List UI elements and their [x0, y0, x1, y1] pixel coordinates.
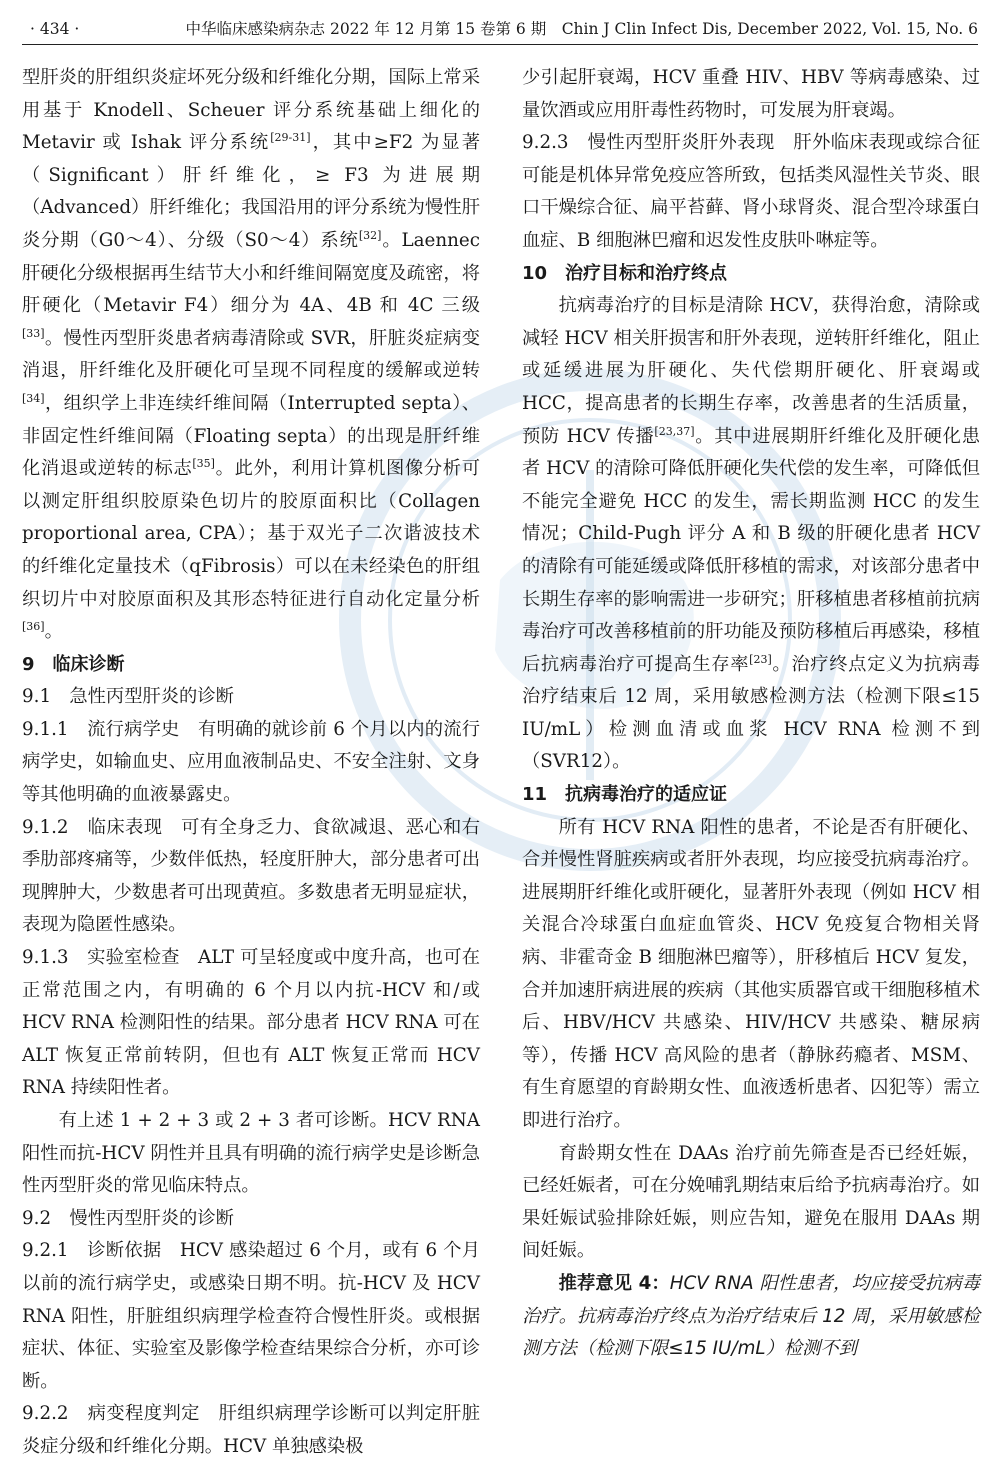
paragraph-continuation: 少引起肝衰竭，HCV 重叠 HIV、HBV 等病毒感染、过量饮酒或应用肝毒性药物时，可发展为肝衰竭。 [522, 67, 980, 121]
right-column [522, 62, 980, 1366]
subsection-heading-9-2: 9.2 慢性丙型肝炎的诊断 [22, 1207, 234, 1229]
paragraph-treatment-goals: 抗病毒治疗的目标是清除 HCV，获得治愈，清除或减轻 HCV 相关肝损害和肝外表现，逆转肝纤维化，阻止或延缓进展为肝硬化、失代偿期肝硬化、肝衰竭或 HCC，提高患者的长期生存率，改善患者的生活质量，预防 HCV 传播[23,37]。其中进展期肝纤维化及肝硬化患者 HCV 的清除可降低肝硬化失代偿的发生率，可降低但不能完全避免 HCC 的发生，需长期监测 HCC 的发生情况；Child-Pugh 评分 A 和 B 级的肝硬化患者 HCV 的清除有可能延缓或降低肝移植的需求，对该部分患者中长期生存率的影响需进一步研究；肝移植患者移植前抗病毒治疗可改善移植前的肝功能及预防移植后再感染，移植后抗病毒治疗可提高生存率[23]。治疗终点定义为抗病毒治疗结束后 12 周，采用敏感检测方法（检测下限≤15 IU/mL）检测血清或血浆 HCV RNA 检测不到（SVR12）。 [522, 295, 981, 773]
section-heading-11: 11 抗病毒治疗的适应证 [522, 784, 728, 806]
recommendation-4: 推荐意见 4：HCV RNA 阳性患者，均应接受抗病毒治疗。抗病毒治疗终点为治疗结束后 12 周，采用敏感检测方法（检测下限≤15 IU/mL）检测不到 [522, 1272, 980, 1360]
running-header [22, 14, 978, 45]
paragraph-9-1-1: 9.1.1 流行病学史 有明确的就诊前 6 个月以内的流行病学史，如输血史、应用血液制品史、不安全注射、文身等其他明确的血液暴露史。 [22, 718, 480, 806]
paragraph-diagnosis-criteria: 有上述 1 + 2 + 3 或 2 + 3 者可诊断。HCV RNA 阳性而抗-HCV 阴性并且具有明确的流行病学史是诊断急性丙型肝炎的常见临床特点。 [22, 1110, 480, 1197]
left-column [22, 62, 480, 1464]
paragraph-indications: 所有 HCV RNA 阳性的患者，不论是否有肝硬化、合并慢性肾脏疾病或者肝外表现，均应接受抗病毒治疗。进展期肝纤维化或肝硬化，显著肝外表现（例如 HCV 相关混合冷球蛋白血症血管炎、HCV 免疫复合物相关肾病、非霍奇金 B 细胞淋巴瘤等），肝移植后 HCV 复发，合并加速肝病进展的疾病（其他实质器官或干细胞移植术后、HBV/HCV 共感染、HIV/HCV 共感染、糖尿病等），传播 HCV 高风险的患者（静脉药瘾者、MSM、有生育愿望的育龄期女性、血液透析患者、囚犯等）需立即进行治疗。 [522, 816, 980, 1131]
page-number: · 434 · [30, 20, 80, 38]
paragraph-fibrosis-staging: 型肝炎的肝组织炎症坏死分级和纤维化分期，国际上常采用基于 Knodell、Scheuer 评分系统基础上细化的 Metavir 或 Ishak 评分系统[29-31]，其中≥F2 为显著（Significant）肝纤维化，≥ F3 为进展期（Advanced）肝纤维化；我国沿用的评分系统为慢性肝炎分期（G0～4）、分级（S0～4）系统[32]。Laennec 肝硬化分级根据再生结节大小和纤维间隔宽度及疏密，将肝硬化（Metavir F4）细分为 4A、4B 和 4C 三级[33]。慢性丙型肝炎患者病毒清除或 SVR，肝脏炎症病变消退，肝纤维化及肝硬化可呈现不同程度的缓解或逆转[34]，组织学上非连续纤维间隔（Interrupted septa）、非固定性纤维间隔（Floating septa）的出现是肝纤维化消退或逆转的标志[35]。此外，利用计算机图像分析可以测定肝组织胶原染色切片的胶原面积比（Collagen proportional area, CPA）；基于双光子二次谐波技术的纤维化定量技术（qFibrosis）可以在未经染色的肝组织切片中对胶原面积及其形态特征进行自动化定量分析[36]。 [22, 67, 481, 643]
paragraph-9-2-1: 9.2.1 诊断依据 HCV 感染超过 6 个月，或有 6 个月以前的流行病学史，或感染日期不明。抗-HCV 及 HCV RNA 阳性，肝脏组织病理学检查符合慢性肝炎。或根据症状、体征、实验室及影像学检查结果综合分析，亦可诊断。 [22, 1240, 481, 1392]
subsection-heading-9-1: 9.1 急性丙型肝炎的诊断 [22, 686, 234, 708]
paragraph-9-2-2: 9.2.2 病变程度判定 肝组织病理学诊断可以判定肝脏炎症分级和纤维化分期。HCV 单独感染极 [22, 1403, 481, 1457]
paragraph-pregnancy: 育龄期女性在 DAAs 治疗前先筛查是否已经妊娠，已经妊娠者，可在分娩哺乳期结束后给予抗病毒治疗。如果妊娠试验排除妊娠，则应告知，避免在服用 DAAs 期间妊娠。 [522, 1142, 980, 1262]
journal-citation: 中华临床感染病杂志 2022 年 12 月第 15 卷第 6 期 Chin J Clin Infect Dis, December 2022, Vol. 15, No. 6 [185, 20, 978, 38]
section-heading-10: 10 治疗目标和治疗终点 [522, 262, 728, 284]
paragraph-9-2-3: 9.2.3 慢性丙型肝炎肝外表现 肝外临床表现或综合征可能是机体异常免疫应答所致，包括类风湿性关节炎、眼口干燥综合征、扁平苔藓、肾小球肾炎、混合型冷球蛋白血症、B 细胞淋巴瘤和迟发性皮肤卟啉症等。 [522, 132, 981, 251]
paragraph-9-1-3: 9.1.3 实验室检查 ALT 可呈轻度或中度升高，也可在正常范围之内，有明确的 6 个月以内抗-HCV 和/或 HCV RNA 检测阳性的结果。部分患者 HCV RNA 可在 ALT 恢复正常前转阴，但也有 ALT 恢复正常而 HCV RNA 持续阳性者。 [22, 947, 481, 1099]
paragraph-9-1-2: 9.1.2 临床表现 可有全身乏力、食欲减退、恶心和右季肋部疼痛等，少数伴低热，轻度肝肿大，部分患者可出现脾肿大，少数患者可出现黄疸。多数患者无明显症状，表现为隐匿性感染。 [22, 816, 481, 936]
section-heading-9: 9 临床诊断 [22, 653, 125, 675]
